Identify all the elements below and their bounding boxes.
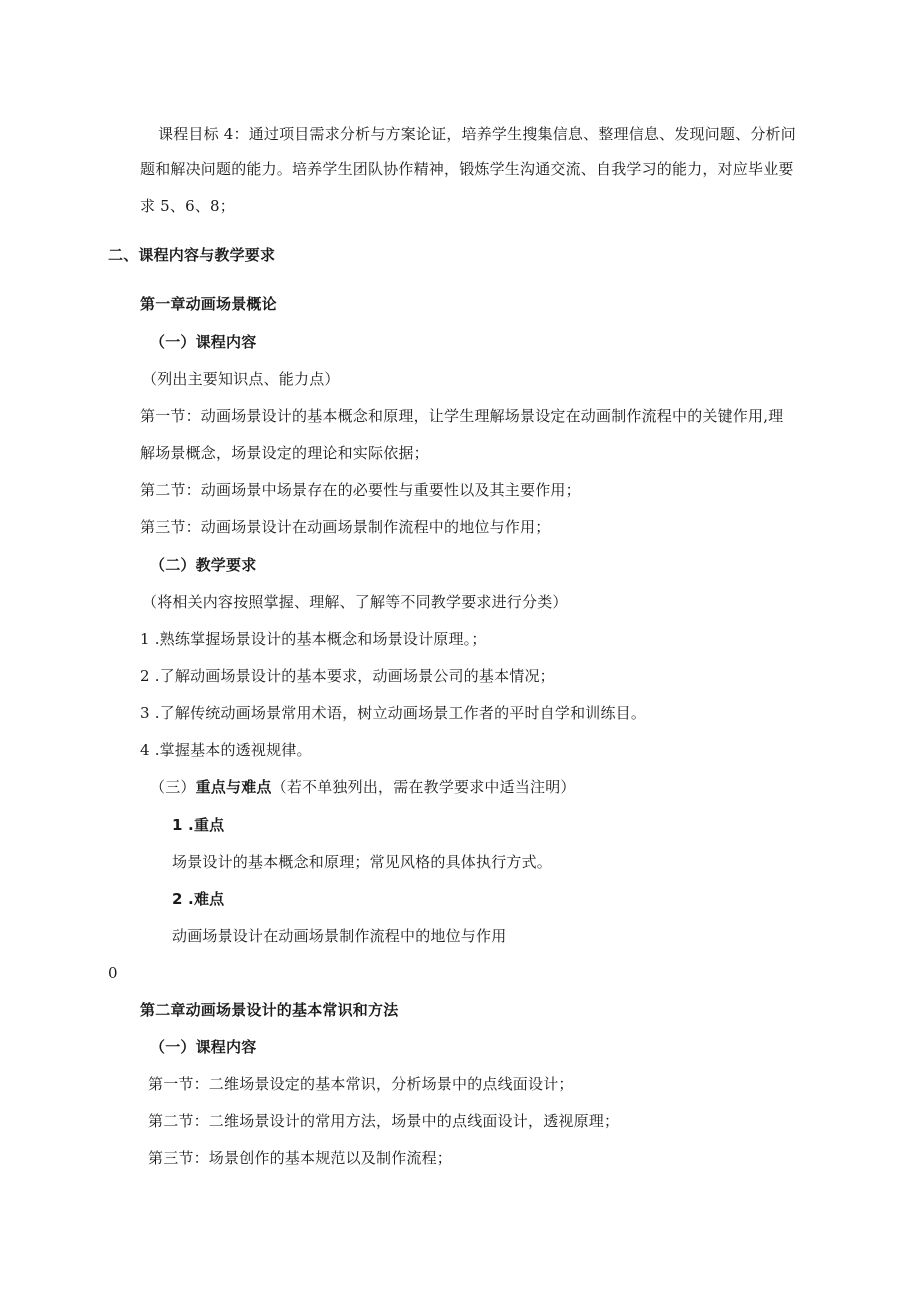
key-point-text: 场景设计的基本概念和原理；常见风格的具体执行方式。 [172, 853, 553, 871]
key-points-title: 重点与难点 [195, 778, 272, 796]
chapter2-title: 第二章动画场景设计的基本常识和方法 [140, 1001, 399, 1019]
difficulty-text: 动画场景设计在动画场景制作流程中的地位与作用 [172, 927, 507, 945]
key-points-heading [150, 777, 576, 797]
goal4-line2: 题和解决问题的能力。培养学生团队协作精神，锻炼学生沟通交流、自我学习的能力，对应毕业要 [140, 160, 794, 178]
chapter1-requirements-note: （将相关内容按照掌握、理解、了解等不同教学要求进行分类） [142, 593, 568, 611]
requirement-item-3: 3 .了解传统动画场景常用术语，树立动画场景工作者的平时自学和训练目。 [140, 704, 647, 722]
requirement-item-4: 4 .掌握基本的透视规律。 [140, 741, 312, 759]
requirement-item-1: 1 .熟练掌握场景设计的基本概念和场景设计原理。； [140, 630, 487, 648]
chapter1-content-heading: （一）课程内容 [150, 333, 257, 351]
chapter2-content-heading: （一）课程内容 [150, 1038, 257, 1056]
difficulty-label: 2 .难点 [172, 890, 225, 908]
chapter1-title: 第一章动画场景概论 [140, 295, 277, 313]
goal4-line1: 课程目标 4：通过项目需求分析与方案论证，培养学生搜集信息、整理信息、发现问题、分析问 [158, 125, 796, 143]
key-point-label: 1 .重点 [172, 816, 225, 834]
goal4-line3: 求 5、6、8； [140, 197, 235, 215]
stray-mark: 0 [108, 964, 118, 982]
chapter1-section3: 第三节：动画场景设计在动画场景制作流程中的地位与作用； [140, 518, 551, 536]
chapter1-requirements-heading: （二）教学要求 [150, 556, 257, 574]
chapter2-section1: 第一节：二维场景设定的基本常识，分析场景中的点线面设计； [148, 1075, 574, 1093]
section2-title: 二、课程内容与教学要求 [108, 246, 276, 264]
chapter2-section3: 第三节：场景创作的基本规范以及制作流程； [148, 1149, 453, 1167]
requirement-item-2: 2 .了解动画场景设计的基本要求，动画场景公司的基本情况； [140, 667, 555, 685]
chapter2-section2: 第二节：二维场景设计的常用方法，场景中的点线面设计，透视原理； [148, 1112, 620, 1130]
chapter1-content-note: （列出主要知识点、能力点） [142, 370, 340, 388]
chapter1-section2: 第二节：动画场景中场景存在的必要性与重要性以及其主要作用； [140, 481, 581, 499]
chapter1-section1-line1: 第一节：动画场景设计的基本概念和原理，让学生理解场景设定在动画制作流程中的关键作用,理 [140, 407, 784, 425]
chapter1-section1-line2: 解场景概念，场景设定的理论和实际依据； [140, 444, 429, 462]
key-points-prefix: （三） [150, 778, 196, 796]
key-points-note: （若不单独列出，需在教学要求中适当注明） [271, 778, 576, 796]
